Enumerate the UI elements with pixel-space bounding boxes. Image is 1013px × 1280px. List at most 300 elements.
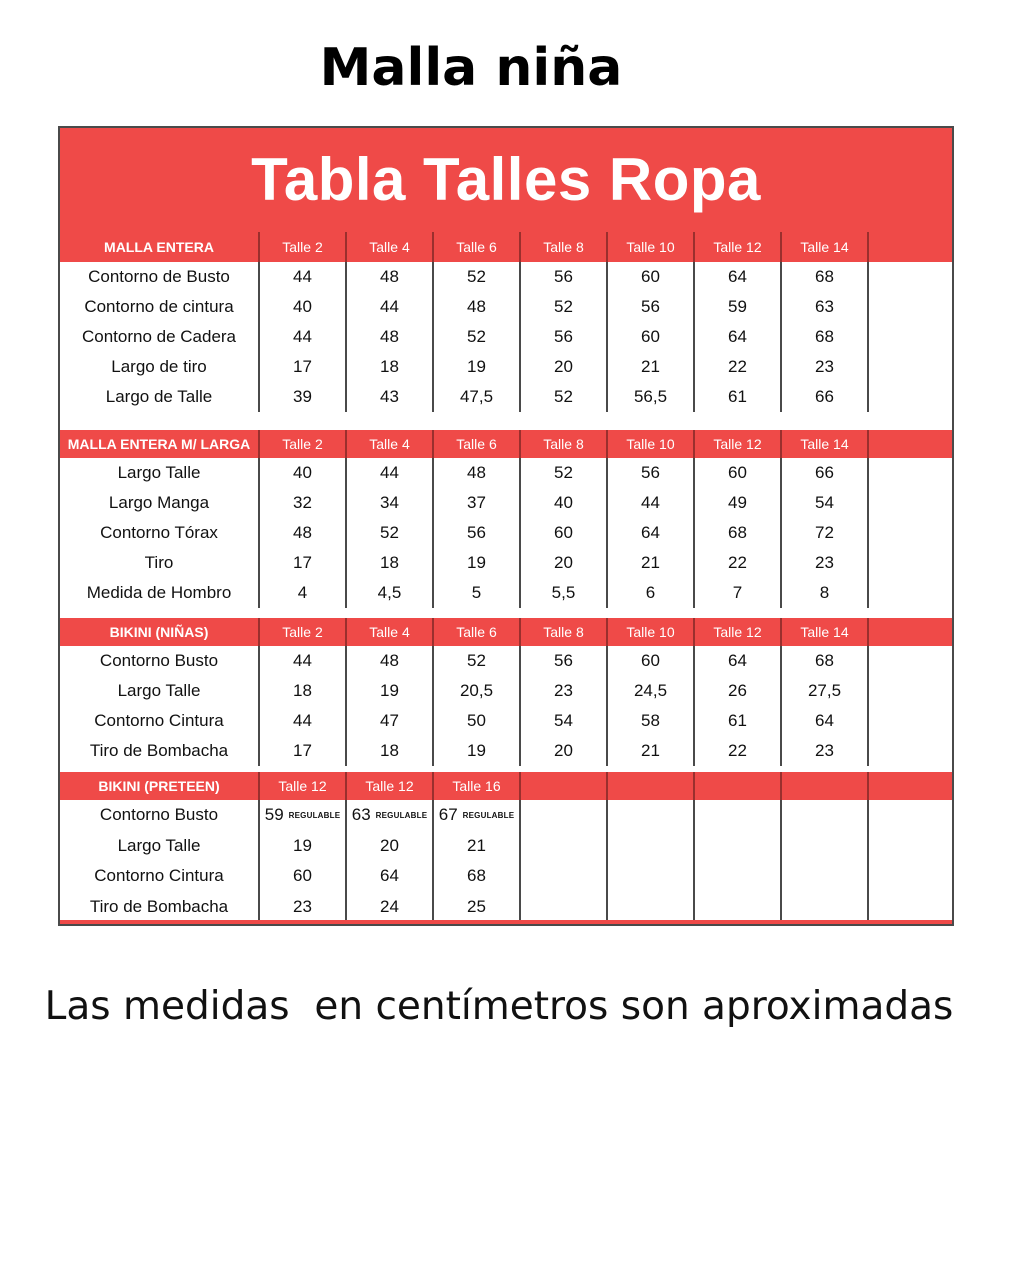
measure-value [434,352,521,382]
measure-value [608,676,695,706]
measure-value [869,458,956,488]
size-header-cell: Talle 6 [434,232,521,262]
cell-text: 64 [728,327,747,346]
measure-value [434,861,521,892]
measure-value [260,382,347,412]
measure-value [521,458,608,488]
size-header-cell: Talle 4 [347,430,434,458]
cell-text: Medida de Hombro [86,583,232,602]
cell-text: 67 [438,805,458,825]
cell-text: 22 [728,357,747,376]
cell-text: 64 [380,866,399,886]
cell-text: 20 [554,357,573,376]
size-header-cell: Talle 2 [260,430,347,458]
table-row [60,736,952,766]
section-title: MALLA ENTERA M/ LARGA [60,430,260,458]
measure-value [347,736,434,766]
measure-value [434,706,521,736]
cell-text: 19 [467,553,486,572]
adjustable-note: REGULABLE [288,810,341,820]
section-header-row [60,618,952,646]
cell-text: 56,5 [633,387,668,406]
section-header-row [60,430,952,458]
measure-value [608,352,695,382]
measure-value [521,800,608,831]
size-header-cell [695,772,782,800]
cell-text: 52 [380,523,399,542]
measure-value [521,548,608,578]
measure-value [521,262,608,292]
measure-value [782,548,869,578]
cell-text: 23 [815,357,834,376]
cell-text: 17 [293,357,312,376]
measure-value [260,736,347,766]
measure-value [260,676,347,706]
measure-value [347,706,434,736]
measure-value [260,458,347,488]
cell-text: 19 [380,681,399,700]
cell-text: 21 [641,553,660,572]
measure-value [521,518,608,548]
measure-value [347,861,434,892]
measure-value [521,578,608,608]
cell-text: 18 [380,357,399,376]
measure-value [434,458,521,488]
size-header-cell: Talle 10 [608,430,695,458]
cell-text: 61 [728,711,747,730]
size-header-cell [869,430,956,458]
measure-value [608,646,695,676]
measure-value [434,262,521,292]
table-row [60,548,952,578]
cell-text: Largo de tiro [111,357,207,376]
cell-text: 50 [467,711,486,730]
measure-value [608,488,695,518]
cell-text: 32 [293,493,312,512]
measure-value [521,646,608,676]
measure-value [521,736,608,766]
size-header-cell: Talle 8 [521,430,608,458]
measure-value [434,578,521,608]
measure-value [608,458,695,488]
size-header-cell: Talle 14 [782,232,869,262]
measure-value [521,488,608,518]
measure-value [695,488,782,518]
measure-value [347,578,434,608]
cell-text: 68 [467,866,486,886]
cell-text: Largo Talle [117,681,201,700]
measure-value [608,322,695,352]
measure-value [521,382,608,412]
measure-value [434,646,521,676]
measure-value [782,800,869,831]
cell-text: 56 [641,463,660,482]
measure-value [695,706,782,736]
table-row [60,831,952,862]
cell-text: 47 [380,711,399,730]
table-row [60,322,952,352]
measure-value [869,382,956,412]
cell-text: 24,5 [633,681,668,700]
size-header-cell: Talle 10 [608,618,695,646]
adjustable-note: REGULABLE [375,810,428,820]
measure-value [521,706,608,736]
measure-value [608,800,695,831]
cell-text: Contorno de cintura [84,297,234,316]
cell-text: Tiro de Bombacha [89,896,229,916]
size-header-cell: Talle 12 [347,772,434,800]
measure-value [260,322,347,352]
cell-text: 60 [728,463,747,482]
cell-text: 26 [728,681,747,700]
measure-value [608,736,695,766]
measure-value [782,262,869,292]
measure-value [869,861,956,892]
cell-text: 68 [815,267,834,286]
measure-value [782,518,869,548]
cell-text: 52 [467,327,486,346]
cell-text: 23 [815,741,834,760]
cell-text: 44 [380,297,399,316]
cell-text: 44 [380,463,399,482]
cell-text: 56 [467,523,486,542]
table-row [60,488,952,518]
measure-value [782,458,869,488]
cell-text: Contorno Tórax [100,523,218,542]
measure-value [434,382,521,412]
measure-value [434,676,521,706]
cell-text: 54 [815,493,834,512]
size-header-cell: Talle 4 [347,618,434,646]
measure-value [869,518,956,548]
cell-text: 48 [467,463,486,482]
measure-value [347,382,434,412]
measure-value [869,292,956,322]
measure-value [869,548,956,578]
measure-value [695,292,782,322]
cell-text: 60 [554,523,573,542]
cell-text: 63 [815,297,834,316]
measure-value [347,292,434,322]
cell-text: 44 [293,327,312,346]
cell-text: 22 [728,553,747,572]
measure-value [782,676,869,706]
measure-value [695,861,782,892]
measure-value [782,382,869,412]
size-header-cell: Talle 4 [347,232,434,262]
cell-text: 21 [641,357,660,376]
size-header-cell [869,232,956,262]
cell-text: 47,5 [459,387,494,406]
table-row [60,706,952,736]
cell-text: 64 [728,267,747,286]
cell-text: 52 [554,297,573,316]
cell-text: 40 [293,297,312,316]
cell-text: Contorno Busto [99,805,219,825]
measure-value [260,646,347,676]
size-header-cell [869,772,956,800]
measure-value [695,646,782,676]
measure-value [347,458,434,488]
measure-value [869,892,956,923]
cell-text: 20 [380,835,399,855]
measure-value [782,292,869,322]
table-row [60,578,952,608]
cell-text: 64 [641,523,660,542]
cell-text: 7 [732,583,743,602]
measure-value [347,892,434,923]
measure-value [695,831,782,862]
measure-label [60,892,260,923]
size-header-cell [869,618,956,646]
size-header-cell: Talle 2 [260,232,347,262]
table-row [60,382,952,412]
measure-label [60,518,260,548]
cell-text: 27,5 [807,681,842,700]
measure-value [347,488,434,518]
measure-label [60,800,260,831]
cell-text: 48 [467,297,486,316]
section-header-row [60,232,952,262]
cell-text: 40 [293,463,312,482]
cell-text: 4 [297,583,308,602]
measure-value [782,646,869,676]
cell-text: Contorno de Busto [88,267,230,286]
cell-text: 64 [728,651,747,670]
cell-text: 5,5 [551,583,576,602]
cell-text: 48 [380,651,399,670]
cell-text: 56 [554,267,573,286]
table-row [60,800,952,831]
cell-text: 49 [728,493,747,512]
cell-text: 52 [554,387,573,406]
section-header-row [60,772,952,800]
cell-text: Contorno Cintura [94,711,224,730]
table-row [60,292,952,322]
measure-value [260,262,347,292]
measure-value [695,322,782,352]
measure-value [434,292,521,322]
measure-value [608,518,695,548]
table-row [60,892,952,923]
measure-value [434,548,521,578]
measure-value [608,262,695,292]
measure-value [521,322,608,352]
cell-text: 6 [645,583,656,602]
cell-text: 52 [467,651,486,670]
footnote: Las medidas en centímetros son aproximadas [44,984,954,1029]
measure-label [60,578,260,608]
measure-value [260,578,347,608]
measure-value [347,518,434,548]
measure-value [521,352,608,382]
measure-value [434,892,521,923]
cell-text: 37 [467,493,486,512]
measure-value [434,488,521,518]
cell-text: 66 [815,463,834,482]
measure-label [60,292,260,322]
measure-value [869,322,956,352]
adjustable-note: REGULABLE [462,810,515,820]
measure-value [608,578,695,608]
cell-text: 60 [641,651,660,670]
cell-text: 18 [293,681,312,700]
measure-value [782,488,869,518]
measure-label [60,262,260,292]
cell-text: Largo de Talle [105,387,213,406]
table-row [60,861,952,892]
measure-value [260,352,347,382]
measure-value [347,800,434,831]
cell-text: 52 [467,267,486,286]
measure-value [260,706,347,736]
cell-text: 56 [554,327,573,346]
measure-value [260,831,347,862]
cell-text: Largo Talle [117,835,201,855]
cell-text: 43 [380,387,399,406]
table-row [60,352,952,382]
cell-text: 22 [728,741,747,760]
measure-value [869,352,956,382]
measure-value [782,831,869,862]
measure-value [260,292,347,322]
cell-text: 48 [380,267,399,286]
cell-text: Contorno Busto [99,651,219,670]
measure-value [434,518,521,548]
cell-text: 17 [293,741,312,760]
size-chart-table [58,126,954,926]
measure-value [521,861,608,892]
table-row [60,646,952,676]
measure-value [695,892,782,923]
measure-label [60,706,260,736]
measure-value [521,831,608,862]
cell-text: 68 [815,651,834,670]
cell-text: 56 [554,651,573,670]
cell-text: 44 [293,267,312,286]
cell-text: 44 [641,493,660,512]
section-title: BIKINI (NIÑAS) [60,618,260,646]
cell-text: 24 [380,896,399,916]
measure-value [695,458,782,488]
cell-text: Tiro de Bombacha [89,741,229,760]
cell-text: 20,5 [459,681,494,700]
cell-text: 23 [554,681,573,700]
measure-value [695,800,782,831]
section-title: BIKINI (PRETEEN) [60,772,260,800]
measure-value [608,706,695,736]
measure-value [347,646,434,676]
measure-label [60,646,260,676]
measure-value [347,352,434,382]
table-banner: Tabla Talles Ropa [60,128,952,232]
cell-text: 23 [815,553,834,572]
measure-value [521,292,608,322]
measure-value [260,892,347,923]
cell-text: 18 [380,741,399,760]
measure-label [60,676,260,706]
cell-text: 66 [815,387,834,406]
measure-label [60,352,260,382]
cell-text: 4,5 [377,583,402,602]
cell-text: 72 [815,523,834,542]
measure-value [782,352,869,382]
measure-value [608,861,695,892]
measure-value [869,646,956,676]
cell-text: 64 [815,711,834,730]
cell-text: 19 [467,741,486,760]
cell-text: Contorno de Cadera [81,327,237,346]
measure-value [260,861,347,892]
size-header-cell: Talle 12 [695,430,782,458]
measure-value [434,736,521,766]
table-row [60,518,952,548]
measure-label [60,488,260,518]
measure-label [60,458,260,488]
measure-value [869,831,956,862]
cell-text: 20 [554,553,573,572]
size-header-cell: Talle 8 [521,232,608,262]
measure-value [782,578,869,608]
measure-value [695,578,782,608]
measure-label [60,736,260,766]
cell-text: 19 [467,357,486,376]
cell-text: 44 [293,651,312,670]
cell-text: 68 [728,523,747,542]
size-header-cell [782,772,869,800]
measure-value [608,292,695,322]
table-row [60,458,952,488]
size-header-cell: Talle 8 [521,618,608,646]
cell-text: 59 [728,297,747,316]
size-header-cell: Talle 6 [434,618,521,646]
cell-text: 39 [293,387,312,406]
cell-text: Largo Talle [117,463,201,482]
cell-text: 60 [641,327,660,346]
cell-text: 20 [554,741,573,760]
cell-text: 5 [471,583,482,602]
cell-text: 25 [467,896,486,916]
size-header-cell: Talle 6 [434,430,521,458]
size-header-cell: Talle 16 [434,772,521,800]
cell-text: 48 [380,327,399,346]
measure-value [260,488,347,518]
measure-value [869,488,956,518]
cell-text: 56 [641,297,660,316]
size-header-cell: Talle 10 [608,232,695,262]
measure-value [695,736,782,766]
size-header-cell: Talle 2 [260,618,347,646]
measure-value [347,262,434,292]
cell-text: 17 [293,553,312,572]
cell-text: 19 [293,835,312,855]
cell-text: 60 [293,866,312,886]
measure-value [695,548,782,578]
measure-value [869,578,956,608]
cell-text: 44 [293,711,312,730]
table-row [60,262,952,292]
measure-label [60,861,260,892]
size-header-cell: Talle 12 [695,618,782,646]
measure-value [260,548,347,578]
measure-value [782,736,869,766]
cell-text: 21 [641,741,660,760]
cell-text: 68 [815,327,834,346]
size-header-cell [608,772,695,800]
measure-value [869,800,956,831]
measure-value [521,892,608,923]
measure-value [260,518,347,548]
